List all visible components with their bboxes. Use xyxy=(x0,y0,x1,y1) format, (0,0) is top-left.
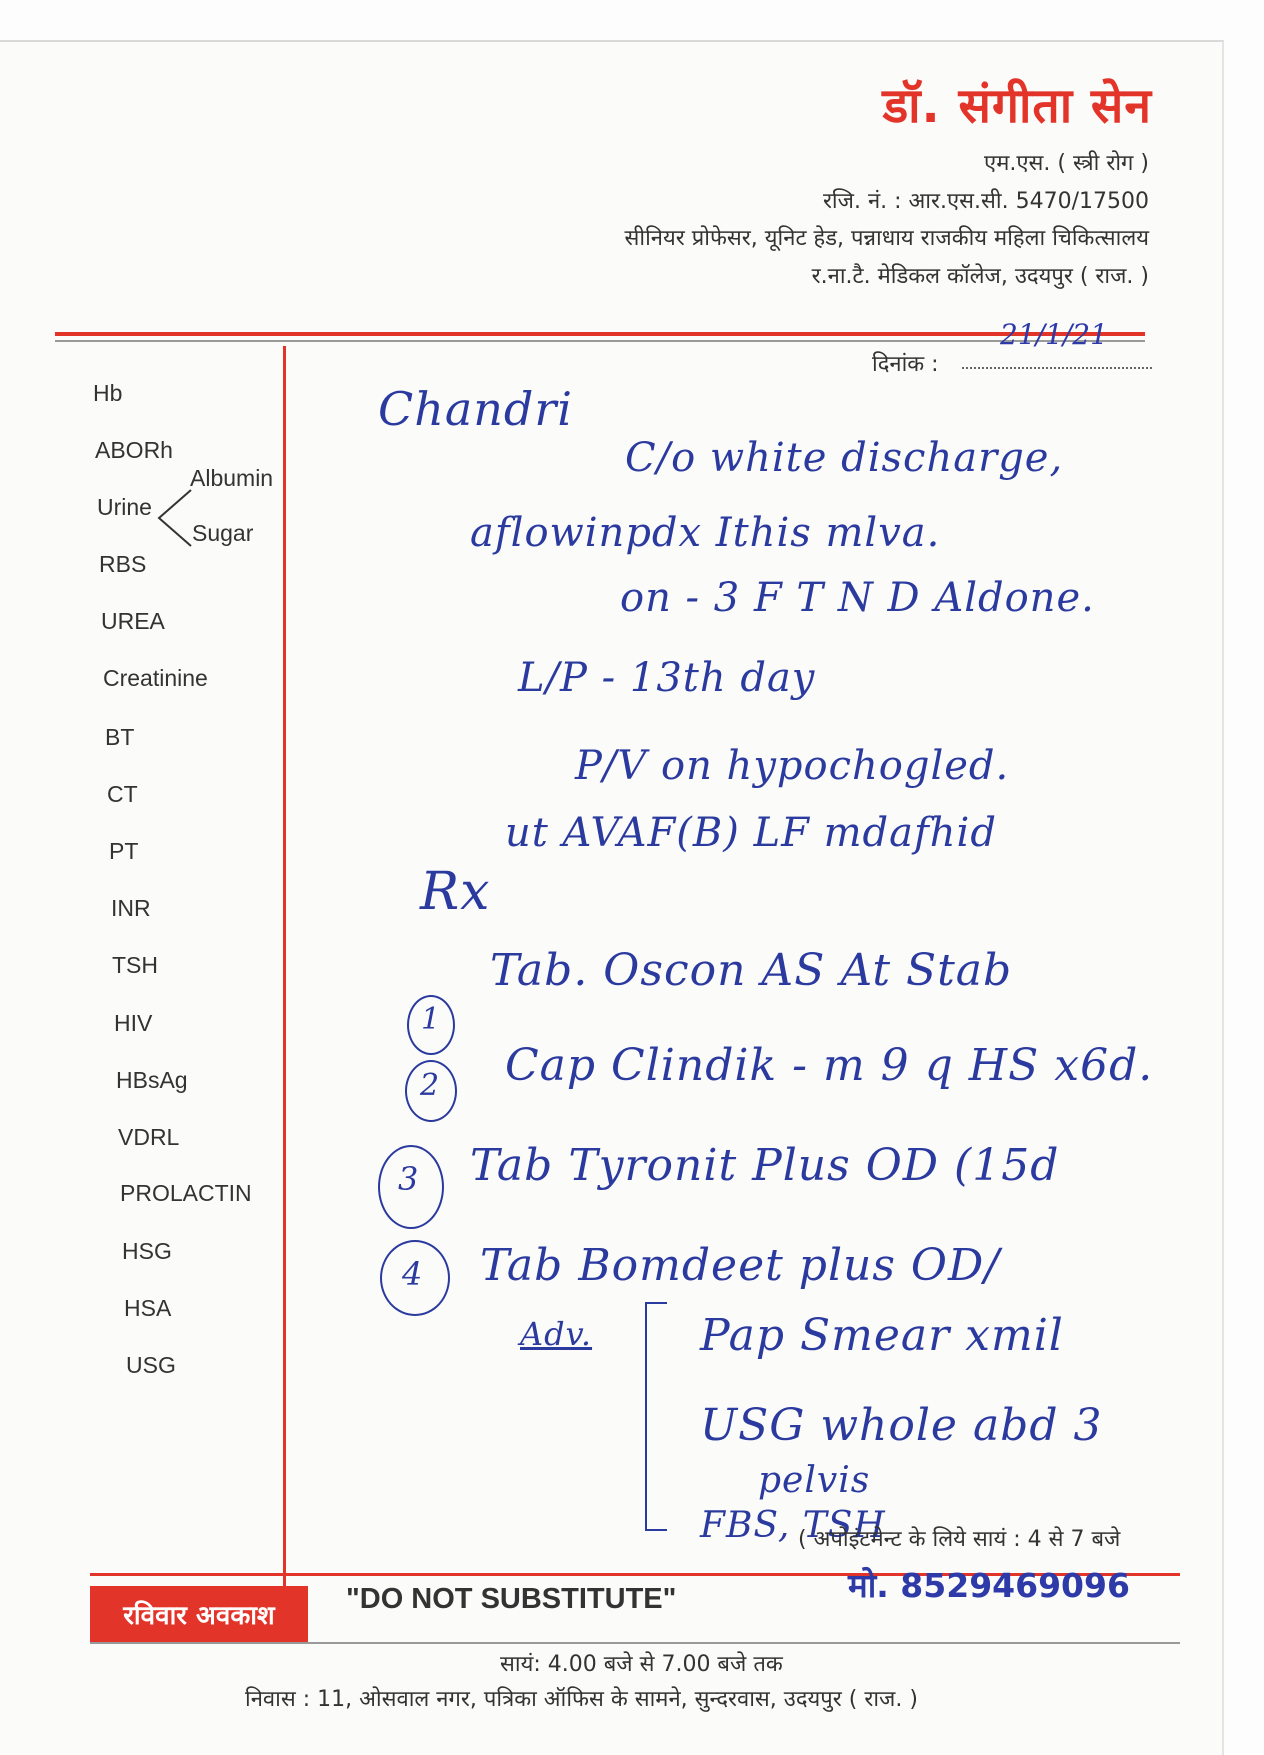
advice-3: pelvis xyxy=(758,1460,871,1501)
medicine-2: Cap Clindik - m 9 q HS x6d. xyxy=(505,1040,1154,1091)
clinic-address: निवास : 11, ओसवाल नगर, पत्रिका ऑफिस के सामने, सुन्दरवास, उदयपुर ( राज. ) xyxy=(245,1687,918,1712)
test-urine: Urine xyxy=(97,494,152,520)
advice-1: Pap Smear xmil xyxy=(700,1310,1064,1361)
test-rbs: RBS xyxy=(99,551,147,577)
advice-4: FBS, TSH xyxy=(700,1505,886,1546)
advice-bracket xyxy=(645,1302,667,1531)
appointment-timing: ( अपोइंटमेन्ट के लिये सायं : 4 से 7 बजे xyxy=(798,1527,1121,1552)
test-sugar: Sugar xyxy=(192,520,254,546)
paper-sheet xyxy=(0,40,1224,1755)
test-hbsag: HBsAg xyxy=(116,1067,188,1093)
mobile-number: मो. 8529469096 xyxy=(848,1566,1130,1605)
test-usg: USG xyxy=(126,1352,176,1378)
test-pt: PT xyxy=(109,838,139,864)
header-red-rule xyxy=(55,332,1145,336)
medicine-3: Tab Tyronit Plus OD (15d xyxy=(470,1140,1060,1191)
do-not-substitute: "DO NOT SUBSTITUTE" xyxy=(346,1583,677,1615)
item-number-1: 1 xyxy=(421,1002,442,1037)
test-aborh: ABORh xyxy=(95,437,173,463)
test-inr: INR xyxy=(111,895,151,921)
designation: सीनियर प्रोफेसर, यूनिट हेड, पन्नाधाय राजकीय महिला चिकित्सालय xyxy=(624,226,1149,251)
registration-number: रजि. नं. : आर.एस.सी. 5470/17500 xyxy=(822,189,1149,214)
test-prolactin: PROLACTIN xyxy=(120,1180,252,1206)
medicine-1: Tab. Oscon AS At Stab xyxy=(490,945,1013,996)
footer-grey-rule xyxy=(90,1642,1180,1644)
advice-2: USG whole abd 3 xyxy=(700,1400,1103,1451)
patient-name: Chandri xyxy=(378,382,574,436)
test-vdrl: VDRL xyxy=(118,1124,180,1150)
urine-brace-icon xyxy=(155,488,195,548)
test-hsg: HSG xyxy=(122,1238,172,1264)
college-name: र.ना.टै. मेडिकल कॉलेज, उदयपुर ( राज. ) xyxy=(811,264,1149,289)
history-line-3: on - 3 F T N D Aldone. xyxy=(620,575,1095,621)
complaint-line: C/o white discharge, xyxy=(625,435,1064,481)
test-albumin: Albumin xyxy=(190,465,274,491)
test-urea: UREA xyxy=(101,608,165,634)
exam-line-6: ut AVAF(B) LF mdafhid xyxy=(505,810,997,856)
date-value: 21/1/21 xyxy=(1000,318,1108,351)
exam-line-5: P/V on hypochogled. xyxy=(575,743,1010,789)
margin-divider xyxy=(283,346,286,1586)
medicine-4: Tab Bomdeet plus OD/ xyxy=(480,1240,1001,1291)
test-ct: CT xyxy=(107,781,138,807)
test-bt: BT xyxy=(105,724,135,750)
item-number-4: 4 xyxy=(402,1255,424,1293)
test-hb: Hb xyxy=(93,380,123,406)
history-line-4: L/P - 13th day xyxy=(518,655,816,701)
advice-label: Adv. xyxy=(520,1315,593,1353)
item-number-3: 3 xyxy=(398,1160,420,1198)
item-number-2: 2 xyxy=(420,1068,441,1103)
test-creatinine: Creatinine xyxy=(103,665,208,691)
date-label: दिनांक : xyxy=(872,352,939,377)
test-hsa: HSA xyxy=(124,1295,172,1321)
sunday-holiday-badge: रविवार अवकाश xyxy=(90,1586,308,1642)
doctor-degree: एम.एस. ( स्त्री रोग ) xyxy=(984,151,1149,176)
doctor-name: डॉ. संगीता सेन xyxy=(882,78,1152,134)
history-line-2: aflowinpdx Ithis mlva. xyxy=(470,510,941,556)
rx-symbol: Rx xyxy=(420,862,491,922)
test-tsh: TSH xyxy=(112,952,158,978)
header-grey-rule xyxy=(55,340,1145,342)
clinic-timing: सायं: 4.00 बजे से 7.00 बजे तक xyxy=(500,1652,783,1677)
test-hiv: HIV xyxy=(114,1010,153,1036)
